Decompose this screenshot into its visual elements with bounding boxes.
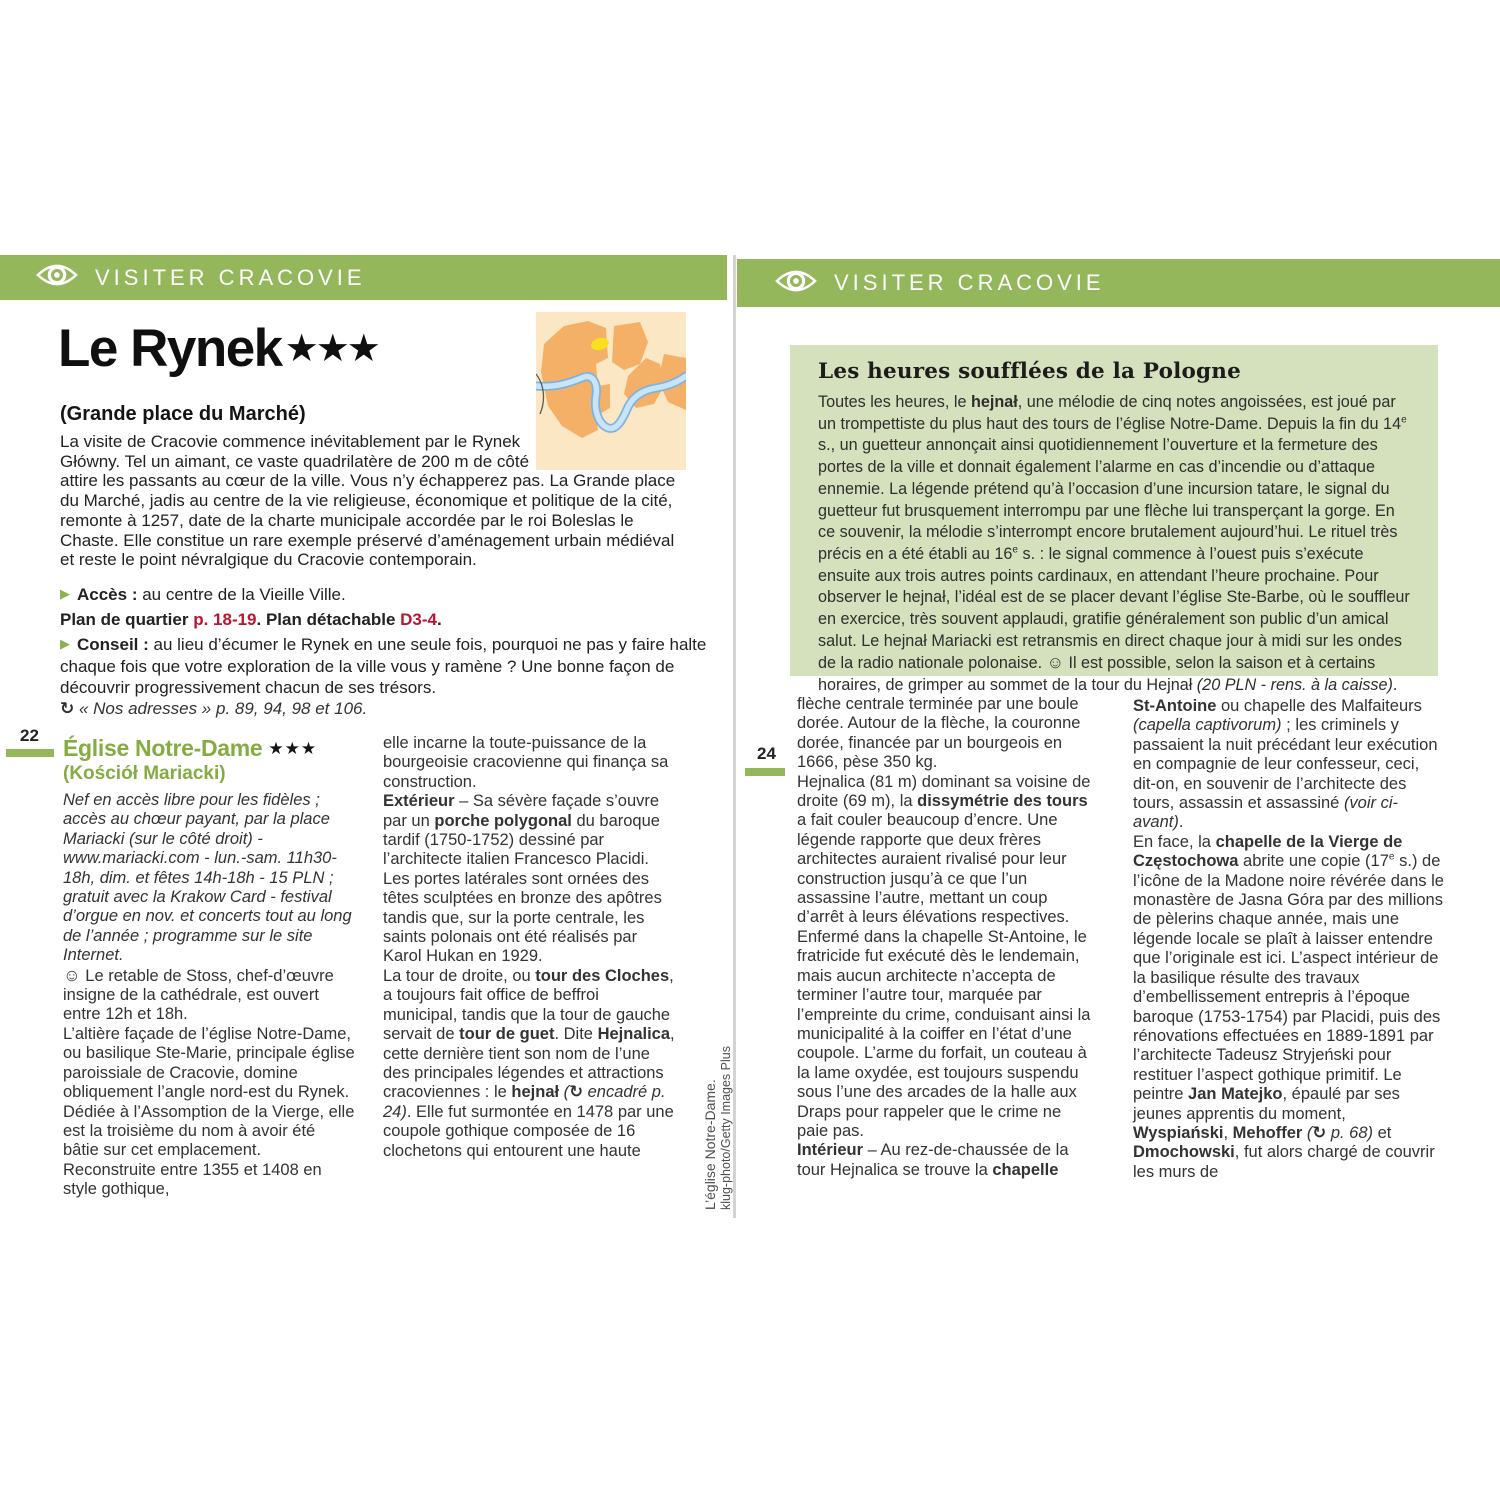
conseil-info-line: ▶ Conseil : au lieu d’écumer le Rynek en une seule fois, pourquoi ne pas y faire halte chaque fois que votre exploration de la ville vous y ramène ? Une bonne façon de découvrir progressivement chacun de ses trésors.	[60, 635, 707, 698]
triangle-icon: ▶	[60, 636, 70, 651]
smiley-icon: ☺	[1046, 653, 1064, 673]
intro-text: La visite de Cracovie commence inévitablement par le Rynek Główny. Tel un aimant, ce vaste quadrilatère de 200 m de côté attire les passants au cœur de la ville. Vous n’y échapperez pas. La Grande place du Marché, jadis au centre de la vie religieuse, économique et politique de la cité, remonte à 1257, date de la charte municipale accordée par le roi Boleslas le Chaste. Elle constitue un rare exemple préservé d’aménagement urbain médiéval et reste le point névralgique du Cracovie contemporain.	[60, 432, 676, 570]
article-heading-text: Église Notre-Dame	[63, 735, 263, 761]
sidebar-story-box	[790, 345, 1438, 695]
article-subheading: (Kościół Mariacki)	[63, 763, 226, 784]
addresses-cross-reference: ↻ « Nos adresses » p. 89, 94, 98 et 106.	[60, 699, 368, 718]
page-subtitle: (Grande place du Marché)	[60, 403, 306, 425]
page-number-bar-left	[6, 749, 54, 757]
article-rating-stars: ★★★	[268, 739, 318, 758]
see-icon: ↻	[1312, 1123, 1327, 1142]
left-page-column-2: elle incarne la toute-puissance de la bourgeoisie cracovienne qui finança sa construction. Extérieur – Sa sévère façade s’ouvre par un porche polygonal du baroque tardif (1750-1752) dessiné par l’architecte italien Francesco Placidi. Les portes latérales sont ornées des têtes sculptées en bronze des apôtres tandis que, sur la porte centrale, les saints polonais ont été réalisés par Karol Hukan en 1929. La tour de droite, ou tour des Cloches, a toujours fait office de beffroi municipal, tandis que la tour de gauche servait de tour de guet. Dite Hejnalica, cette dernière tient son nom de l’une des principales légendes et attractions cracoviennes : le hejnał (↻ encadré p. 24). Elle fut surmontée en 1478 par une coupole gothique composée de 16 clochetons qui entourent une haute	[383, 734, 675, 1160]
smiley-icon: ☺	[63, 964, 81, 985]
eye-icon	[775, 267, 817, 300]
triangle-icon: ▶	[60, 586, 70, 601]
sidebar-box-title: Les heures soufflées de la Pologne	[818, 359, 1241, 384]
article-column-text: Nef en accès libre pour les fidèles ; accès au chœur payant, par la place Mariacki (sur le côté droit) - www.mariacki.com - lun.-sam. 11h30-18h, dim. et fêtes 14h-18h - 15 PLN ; gratuit avec la Krakow Card - festival d’orgue en nov. et concerts tout au long de l’année ; programme sur le site Internet. ☺ Le retable de Stoss, chef-d’œuvre insigne de la cathédrale, est ouvert entre 12h et 18h. L’altière façade de l’église Notre-Dame, ou basilique Ste-Marie, principale église paroissiale de Cracovie, domine obliquement l’angle nord-est du Rynek. Dédiée à l’Assomption de la Vierge, elle est la troisième du nom à avoir été bâtie sur cet emplacement. Reconstruite entre 1355 et 1408 en style gothique,	[63, 791, 355, 1199]
right-page-column-2: St-Antoine ou chapelle des Malfaiteurs (capella captivorum) ; les criminels y passaient la nuit précédant leur exécution en compagnie de leur confesseur, ceci, dit-on, en souvenir de l’architecte des tours, assassin et assassiné (voir ci-avant). En face, la chapelle de la Vierge de Częstochowa abrite une copie (17e s.) de l’icône de la Madone noire révérée dans le monastère de Jasna Góra par des millions de pèlerins chaque année, mais une légende locale se plaît à laisser entendre que l’originale est ici. L’aspect intérieur de la basilique résulte des travaux d’embellissement entrepris à l’époque baroque (1753-1754) par Placidi, puis des rénovations effectuées en 1889-1891 par l’architecte Tadeusz Stryjeński pour restituer l’aspect gothique primitif. Le peintre Jan Matejko, épaulé par ses jeunes apprentis du moment, Wyspiański, Mehoffer (↻ p. 68) et Dmochowski, fut alors chargé de couvrir les murs de	[1133, 697, 1444, 1181]
map-float-spacer	[539, 432, 687, 454]
photo-credit-attribution: klug-photo/Getty Images Plus	[719, 1046, 733, 1210]
page-number-right: 24	[757, 744, 776, 763]
sidebar-box-text: Toutes les heures, le hejnał, une mélodie de cinq notes angoissées, est joué par un trompettiste du plus haut des tours de l’église Notre-Dame. Depuis la fin du 14e s., un guetteur annonçait ainsi quotidiennement l’ouverture et la fermeture des portes de la ville et donnait également l’alarme en cas d’incendie ou d’attaque ennemie. La légende prétend qu’à l’occasion d’une incursion tatare, le signal du guetteur fut brusquement interrompu par une flèche lui transperçant la gorge. En ce souvenir, la mélodie s’interrompt encore brutalement aujourd’hui. Le rituel très précis en a été établi au 16e s. : le signal commence à l’ouest puis s’exécute ensuite aux trois autres points cardinaux, en attendant l’heure prochaine. Pour observer le hejnał, l’idéal est de se placer devant l’église Ste-Barbe, où le souffleur en exercice, très souvent applaudi, gratifie généralement son public d’un amical salut. Le hejnał Mariacki est retransmis en direct chaque jour à midi sur les ondes de la radio nationale polonaise. ☺ Il est possible, selon la saison et à certains horaires, de grimper au sommet de la tour du Hejnał (20 PLN - rens. à la caisse).	[818, 393, 1410, 695]
photo-credit	[702, 984, 734, 1210]
left-page-header-bar	[0, 255, 727, 300]
page-number-bar-right	[745, 768, 785, 776]
section-label-right: VISITER CRACOVIE	[834, 270, 1105, 295]
page-title-text: Le Rynek	[58, 319, 282, 378]
plan-info-line: Plan de quartier p. 18-19. Plan détachable D3-4.	[60, 610, 442, 629]
right-page-column-1: flèche centrale terminée par une boule dorée. Autour de la flèche, la couronne dorée, financée par un bourgeois en 1666, pèse 350 kg. Hejnalica (81 m) dominant sa voisine de droite (69 m), la dissymétrie des tours a fait couler beaucoup d’encre. Une légende rapporte que deux frères architectes auraient rivalisé pour leur construction jusqu’à ce que l’un assassine l’autre, mettant un coup d’arrêt à leurs élévations respectives. Enfermé dans la chapelle St-Antoine, le fratricide fut exécuté dès le lendemain, mais aucun architecte n’accepta de terminer l’autre tour, marquée par l’empreinte du crime, conduisant ainsi la municipalité à la coiffer en l’état d’une coupole. L’arme du forfait, un couteau à la lame oxydée, est toujours suspendu sous l’une des arcades de la halle aux Draps pour rappeler que le crime ne paie pas. Intérieur – Au rez-de-chaussée de la tour Hejnalica se trouve la chapelle	[797, 695, 1091, 1179]
access-info-line: ▶ Accès : au centre de la Vieille Ville.	[60, 585, 346, 604]
intro-paragraph	[60, 432, 687, 570]
section-label-left: VISITER CRACOVIE	[95, 264, 366, 290]
page-title	[58, 318, 378, 379]
article-heading	[63, 735, 355, 762]
see-icon: ↻	[569, 1083, 584, 1102]
right-page-header-bar	[737, 259, 1500, 307]
left-page-column-1	[63, 735, 355, 1200]
eye-icon	[36, 261, 78, 294]
photo-credit-caption: L’église Notre-Dame.	[702, 1079, 718, 1210]
see-icon: ↻	[60, 699, 75, 718]
rating-stars: ★★★	[284, 328, 378, 370]
page-number-left: 22	[20, 726, 39, 745]
